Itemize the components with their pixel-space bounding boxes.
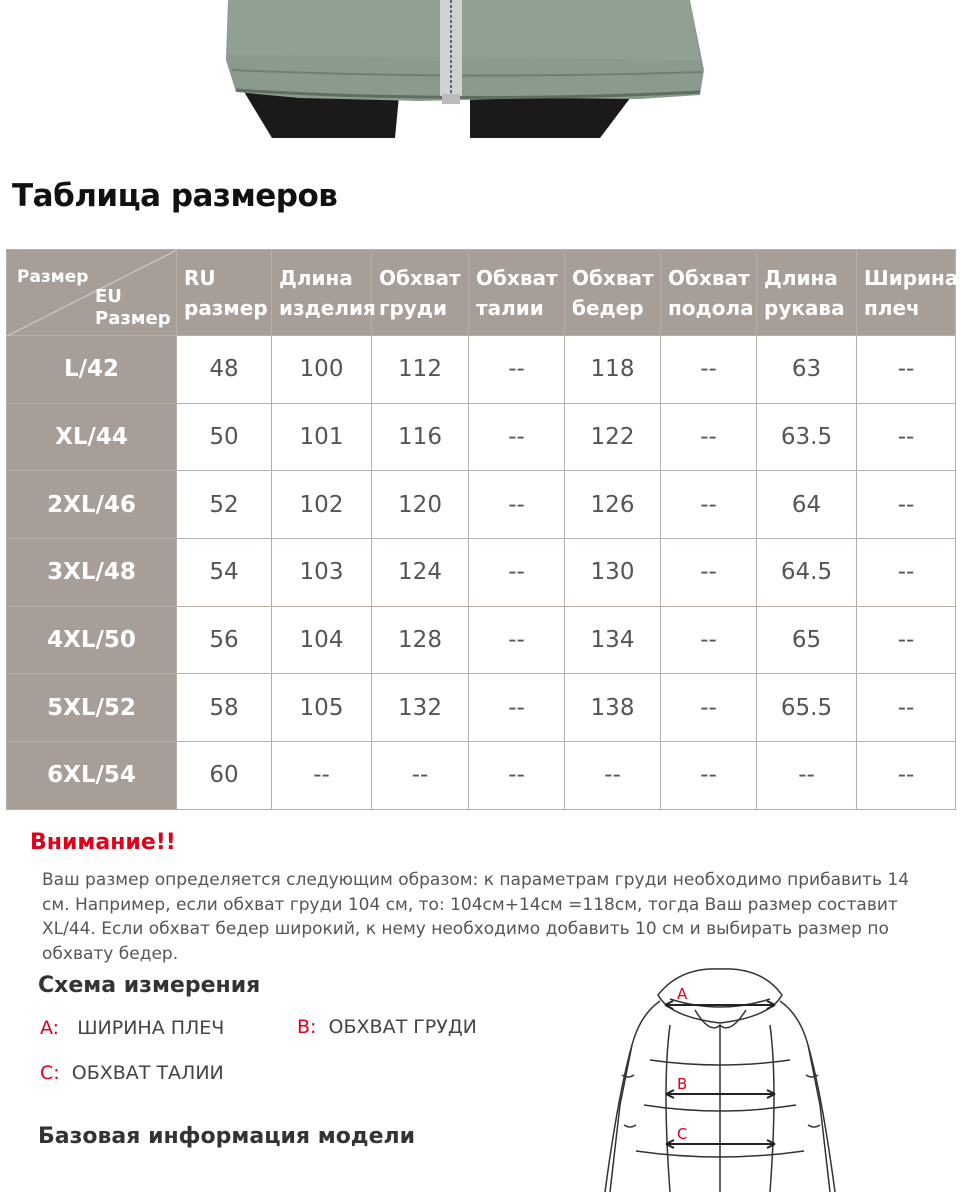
page-title: Таблица размеров (12, 178, 338, 214)
table-cell: 65 (757, 606, 857, 674)
table-cell: -- (661, 606, 757, 674)
table-cell: 124 (372, 539, 469, 607)
table-cell: -- (469, 742, 565, 810)
legend-c-label: ОБХВАТ ТАЛИИ (71, 1062, 224, 1084)
table-row (7, 403, 956, 471)
table-cell: 105 (272, 674, 372, 742)
table-cell: 132 (372, 674, 469, 742)
table-cell: 63.5 (757, 403, 857, 471)
table-cell: -- (469, 336, 565, 404)
table-cell: 64 (757, 471, 857, 539)
table-cell: -- (857, 539, 956, 607)
table-cell: 63 (757, 336, 857, 404)
table-cell: -- (469, 403, 565, 471)
table-cell: 60 (177, 742, 272, 810)
legend-c (40, 1062, 224, 1084)
table-cell: 118 (565, 336, 661, 404)
legend-a-label: ШИРИНА ПЛЕЧ (77, 1017, 225, 1039)
header-cell: Длина изделия (272, 250, 372, 336)
row-size: L/42 (7, 336, 177, 404)
table-cell: 134 (565, 606, 661, 674)
table-cell: 48 (177, 336, 272, 404)
table-row (7, 674, 956, 742)
table-cell: -- (857, 336, 956, 404)
table-cell: -- (661, 674, 757, 742)
table-header-row (7, 250, 956, 336)
table-cell: -- (272, 742, 372, 810)
table-cell: -- (757, 742, 857, 810)
table-cell: -- (565, 742, 661, 810)
table-cell: 112 (372, 336, 469, 404)
table-cell: 102 (272, 471, 372, 539)
legend-b-label: ОБХВАТ ГРУДИ (328, 1016, 477, 1038)
table-cell: -- (469, 674, 565, 742)
measure-title: Схема измерения (38, 973, 261, 998)
table-cell: 103 (272, 539, 372, 607)
table-cell: -- (857, 742, 956, 810)
attention-heading: Внимание!! (30, 830, 176, 855)
header-cell: Обхват талии (469, 250, 565, 336)
table-row (7, 471, 956, 539)
legend-b-key: B: (297, 1016, 317, 1038)
table-cell: 138 (565, 674, 661, 742)
table-cell: -- (661, 742, 757, 810)
table-cell: 128 (372, 606, 469, 674)
row-size: 4XL/50 (7, 606, 177, 674)
legend-c-key: C: (40, 1062, 60, 1084)
product-photo (0, 0, 960, 138)
diagram-label-a: A (677, 985, 688, 1003)
table-cell: -- (857, 674, 956, 742)
table-cell: -- (661, 471, 757, 539)
model-info-title: Базовая информация модели (38, 1124, 416, 1149)
jacket-diagram (570, 965, 860, 1192)
table-row (7, 336, 956, 404)
size-table (6, 249, 959, 810)
table-cell: 120 (372, 471, 469, 539)
header-cell: RU размер (177, 250, 272, 336)
row-size: 6XL/54 (7, 742, 177, 810)
table-cell: -- (857, 471, 956, 539)
header-cell: Длина рукава (757, 250, 857, 336)
legend-a-key: A: (40, 1017, 60, 1039)
table-cell: 104 (272, 606, 372, 674)
table-cell: 122 (565, 403, 661, 471)
header-corner (7, 250, 177, 336)
row-size: 5XL/52 (7, 674, 177, 742)
size-note: Ваш размер определяется следующим образом: к параметрам груди необходимо прибавить 14 см. Например, если обхват груди 104 см, то: 104см+14см =118см, тогда Ваш размер составит XL/44. Если обхват бедер широкий, к нему необходимо добавить 10 см и выбирать размер по обхвату бедер. (42, 870, 910, 964)
table-row (7, 539, 956, 607)
diagram-label-c: C (677, 1125, 688, 1143)
table-row (7, 606, 956, 674)
table-cell: 56 (177, 606, 272, 674)
table-cell: 50 (177, 403, 272, 471)
table-cell: -- (469, 606, 565, 674)
table-cell: 65.5 (757, 674, 857, 742)
row-size: XL/44 (7, 403, 177, 471)
table-cell: 116 (372, 403, 469, 471)
header-cell: Обхват бедер (565, 250, 661, 336)
table-cell: -- (661, 403, 757, 471)
table-row (7, 742, 956, 810)
legend-b (297, 1016, 477, 1038)
table-cell: -- (372, 742, 469, 810)
table-cell: -- (661, 336, 757, 404)
table-cell: -- (469, 471, 565, 539)
table-cell: 101 (272, 403, 372, 471)
header-cell: Ширина плеч (857, 250, 956, 336)
row-size: 3XL/48 (7, 539, 177, 607)
table-cell: 100 (272, 336, 372, 404)
table-cell: 58 (177, 674, 272, 742)
table-cell: -- (469, 539, 565, 607)
diagram-label-b: B (677, 1075, 688, 1093)
corner-top-label: Размер (17, 267, 89, 287)
header-cell: Обхват груди (372, 250, 469, 336)
table-cell: 130 (565, 539, 661, 607)
table-cell: -- (857, 606, 956, 674)
row-size: 2XL/46 (7, 471, 177, 539)
table-cell: -- (857, 403, 956, 471)
legend-a (40, 1017, 224, 1039)
table-cell: 52 (177, 471, 272, 539)
table-cell: 54 (177, 539, 272, 607)
header-cell: Обхват подола (661, 250, 757, 336)
table-cell: 126 (565, 471, 661, 539)
table-cell: -- (661, 539, 757, 607)
corner-bottom-label: EU Размер (95, 286, 171, 329)
table-cell: 64.5 (757, 539, 857, 607)
